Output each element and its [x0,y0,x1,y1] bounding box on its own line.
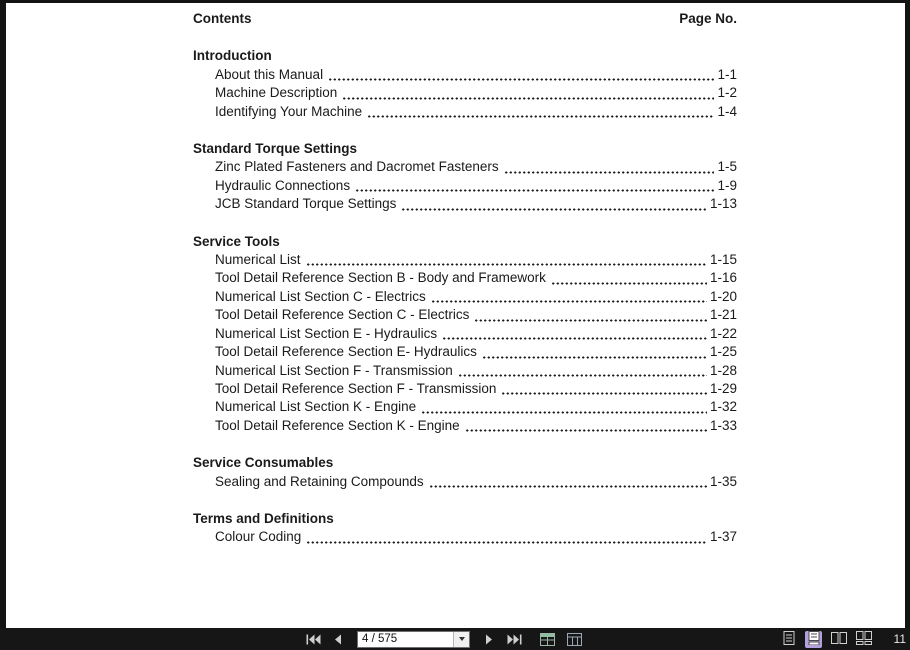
toc-entry [193,343,737,361]
toc-entry-title: Numerical List Section K - Engine [215,399,417,415]
dot-leader [442,325,707,343]
dot-leader [421,398,707,416]
chevron-down-icon [459,637,465,641]
toc-section-service-tools [193,233,737,435]
toc-entry-title: Machine Description [215,85,338,101]
last-page-icon [507,634,522,645]
layout-mode-group [780,628,906,650]
toc-entry [193,195,737,213]
toc-entry-page: 1-15 [709,252,737,268]
toc-entry-page: 1-9 [717,177,737,193]
toc-entry-page: 1-22 [709,325,737,341]
toc-entry-title: Colour Coding [215,529,302,545]
contents-title: Contents [193,11,252,26]
layout-continuous-facing-icon [856,631,872,648]
toc-entry [193,269,737,287]
layout-continuous-facing-button[interactable] [855,631,872,648]
dot-leader [465,417,707,435]
toc-section-terms-and-definitions [193,510,737,547]
dot-leader [342,84,714,102]
toc-entry-page: 1-2 [717,85,737,101]
thumbnails-view-icon [540,633,555,646]
toc-entry [193,380,737,398]
toc-section-introduction [193,47,737,121]
toc-entry-title: Numerical List [215,252,301,268]
toc-entry-page: 1-20 [709,288,737,304]
toc-entry-title: Numerical List Section E - Hydraulics [215,325,438,341]
dot-leader [482,343,707,361]
toc-section-standard-torque-settings [193,140,737,214]
toc-entry-page: 1-1 [717,66,737,82]
toc-entry-title: Tool Detail Reference Section C - Electrics [215,307,470,323]
toc-entry [193,158,737,176]
layout-facing-pages-button[interactable] [830,631,847,648]
layout-single-page-button[interactable] [780,631,797,648]
toc-entry-page: 1-32 [709,399,737,415]
toc-entry-title: Numerical List Section C - Electrics [215,288,426,304]
thumbnails-view-button[interactable] [537,630,557,648]
dot-leader [458,362,707,380]
first-page-button[interactable] [303,630,323,648]
toc-entry [193,288,737,306]
toc-entry-title: Identifying Your Machine [215,103,363,119]
toc-entry-page: 1-16 [709,270,737,286]
toc-entry [193,84,737,102]
combo-dropdown-button[interactable] [453,632,469,647]
toc-entry-page: 1-13 [709,196,737,212]
layout-continuous-button[interactable] [805,631,822,648]
document-page [6,3,905,628]
table-of-contents [193,10,737,547]
dot-leader [306,528,707,546]
toc-entry-title: Hydraulic Connections [215,177,351,193]
toc-entry [193,251,737,269]
dot-leader [355,177,714,195]
dot-leader [474,306,707,324]
toc-entry-title: Tool Detail Reference Section E- Hydraulics [215,344,477,360]
viewer-toolbar [0,628,910,650]
section-heading: Service Consumables [193,455,334,471]
toc-entry-title: JCB Standard Torque Settings [215,196,397,212]
dot-leader [504,158,715,176]
page-navigation [303,630,584,648]
layout-continuous-icon [808,631,820,648]
toc-section-service-consumables [193,454,737,491]
toolbar-misc-buttons [537,630,584,648]
toc-entry-page: 1-35 [709,473,737,489]
section-heading: Introduction [193,48,272,64]
toc-entry-page: 1-4 [717,103,737,119]
next-page-button[interactable] [479,630,499,648]
toc-entry [193,417,737,435]
toc-entry-title: Tool Detail Reference Section K - Engine [215,417,460,433]
layout-facing-pages-icon [831,631,847,648]
layout-single-page-icon [783,631,795,648]
dot-leader [551,269,707,287]
section-heading: Terms and Definitions [193,510,334,526]
status-page-number: 11 [893,632,906,646]
toc-entry-page: 1-29 [709,380,737,396]
toc-entry-page: 1-5 [717,159,737,175]
page-no-label: Page No. [679,11,737,26]
first-page-icon [306,634,321,645]
section-heading: Standard Torque Settings [193,141,358,157]
toc-entry [193,528,737,546]
toc-entry [193,177,737,195]
toc-entry-title: Sealing and Retaining Compounds [215,473,424,489]
previous-page-icon [334,634,342,645]
toc-entry-page: 1-21 [709,307,737,323]
fullscreen-button[interactable] [564,630,584,648]
toc-entry-page: 1-33 [709,417,737,433]
dot-leader [501,380,707,398]
dot-leader [328,66,714,84]
toc-entry-title: Numerical List Section F - Transmission [215,362,453,378]
toc-header [193,10,737,28]
dot-leader [367,103,714,121]
fullscreen-icon [567,633,582,646]
toc-entry-page: 1-28 [709,362,737,378]
section-heading: Service Tools [193,233,280,249]
toc-entry [193,473,737,491]
dot-leader [401,195,707,213]
next-page-icon [485,634,493,645]
last-page-button[interactable] [504,630,524,648]
toc-entry [193,66,737,84]
dot-leader [431,288,707,306]
toc-entry-title: Zinc Plated Fasteners and Dacromet Fasteners [215,159,499,175]
toc-entry-title: Tool Detail Reference Section F - Transmission [215,380,497,396]
page-number-input[interactable] [358,632,453,647]
toc-entry-title: About this Manual [215,66,324,82]
toc-entry-title: Tool Detail Reference Section B - Body and Framework [215,270,546,286]
toc-entry [193,306,737,324]
page-number-combobox[interactable] [357,631,470,648]
toc-entry [193,398,737,416]
toc-entry [193,103,737,121]
dot-leader [429,473,707,491]
toc-entry-page: 1-25 [709,344,737,360]
dot-leader [306,251,707,269]
toc-entry [193,362,737,380]
previous-page-button[interactable] [328,630,348,648]
toc-entry [193,325,737,343]
toc-entry-page: 1-37 [709,529,737,545]
